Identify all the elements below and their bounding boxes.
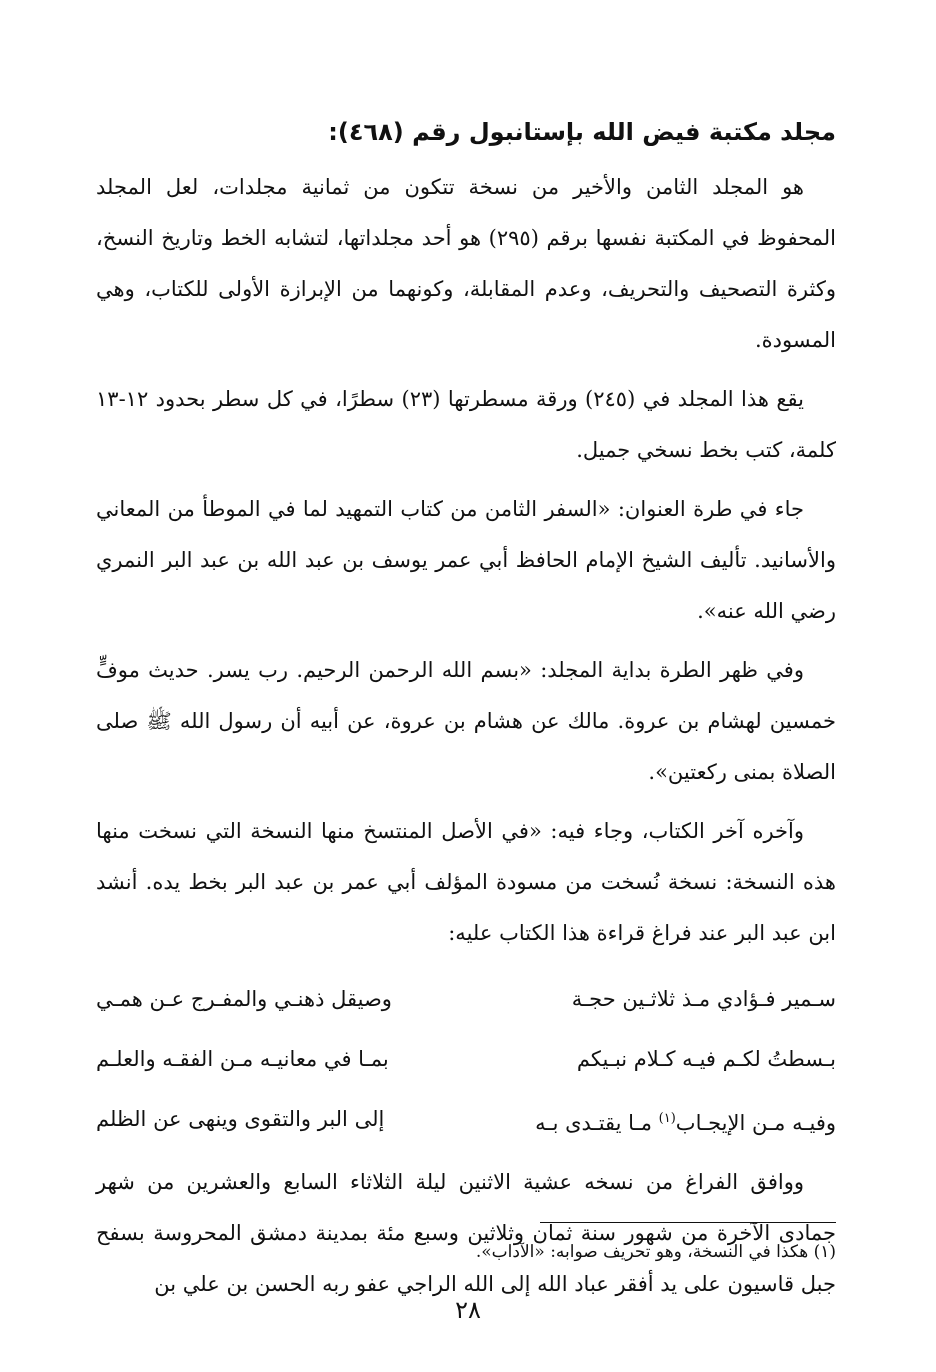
- page-number: ٢٨: [455, 1296, 481, 1324]
- verse-first-hemistich: بـسطتُ لكـم فيـه كـلام نبـيكم: [576, 1047, 836, 1071]
- verse-first-hemistich: سـمير فـؤادي مـذ ثلاثـين حجـة: [571, 987, 836, 1011]
- footnote-divider: [540, 1222, 836, 1223]
- verse-first-hemistich: [481, 1089, 836, 1149]
- paragraph-colophon: ووافق الفراغ من نسخه عشية الاثنين ليلة الثلاثاء السابع والعشرين من شهر جمادى الآخرة من شهور سنة ثمان وثلاثين وسبع مئة بمدينة دمشق المحروسة بسفح جبل قاسيون على يد أفقر عباد الله إلى الله الراجي عفو ربه الحسن بن علي بن: [96, 1170, 836, 1296]
- verse-second-hemistich: بمـا في معانيـه مـن الفقـه والعلـم: [96, 1047, 389, 1071]
- verse-first-hemistich-end: مـا يقتـدى بـه: [535, 1111, 659, 1135]
- poem-verse: [96, 1029, 836, 1089]
- verse-first-hemistich-start: وفيـه مـن الإيجـاب: [675, 1111, 836, 1135]
- verse-second-hemistich: إلى البر والتقوى وينهى عن الظلم: [96, 1107, 385, 1131]
- verse-second-hemistich: وصيقل ذهنـي والمفـرج عـن همـي: [96, 987, 392, 1011]
- paragraph-title-page: جاء في طرة العنوان: «السفر الثامن من كتاب التمهيد لما في الموطأ من المعاني والأسانيد. تأليف الشيخ الإمام الحافظ أبي عمر يوسف بن عبد الله بن عبد البر النمري رضي الله عنه».: [96, 497, 836, 623]
- paragraph-beginning: وفي ظهر الطرة بداية المجلد: «بسم الله الرحمن الرحيم. رب يسر. حديث موفٍّ خمسين لهشام بن عروة. مالك عن هشام بن عروة، عن أبيه أن رسول الله ﷺ صلى الصلاة بمنى ركعتين».: [96, 658, 836, 784]
- footnote-marker: (١): [658, 1111, 676, 1126]
- poem-verse: [96, 969, 836, 1029]
- poem-verse: [96, 1089, 836, 1149]
- poem-verses: [96, 969, 836, 1149]
- page-body: [96, 112, 836, 1318]
- footnote-text: (١) هكذا في النسخة، وهو تحريف صوابه: «الآداب».: [475, 1242, 836, 1262]
- paragraph-description: هو المجلد الثامن والأخير من نسخة تتكون من ثمانية مجلدات، لعل المجلد المحفوظ في المكتبة نفسها برقم (٢٩٥) هو أحد مجلداتها، لتشابه الخط وتاريخ النسخ، وكثرة التصحيف والتحريف، وعدم المقابلة، وكونهما من الإبرازة الأولى للكتاب، وهي المسودة.: [96, 175, 837, 352]
- paragraph-ending: وآخره آخر الكتاب، وجاء فيه: «في الأصل المنتسخ منها النسخة التي نسخت منها هذه النسخة: نسخة نُسخت من مسودة المؤلف أبي عمر بن عبد البر بخط يده. أنشد ابن عبد البر عند فراغ قراءة هذا الكتاب عليه:: [96, 819, 836, 945]
- paragraph-size: يقع هذا المجلد في (٢٤٥) ورقة مسطرتها (٢٣) سطرًا، في كل سطر بحدود ١٢-١٣ كلمة، كتب بخط نسخي جميل.: [96, 387, 836, 462]
- section-heading: مجلد مكتبة فيض الله بإستانبول رقم (٤٦٨):: [328, 118, 836, 146]
